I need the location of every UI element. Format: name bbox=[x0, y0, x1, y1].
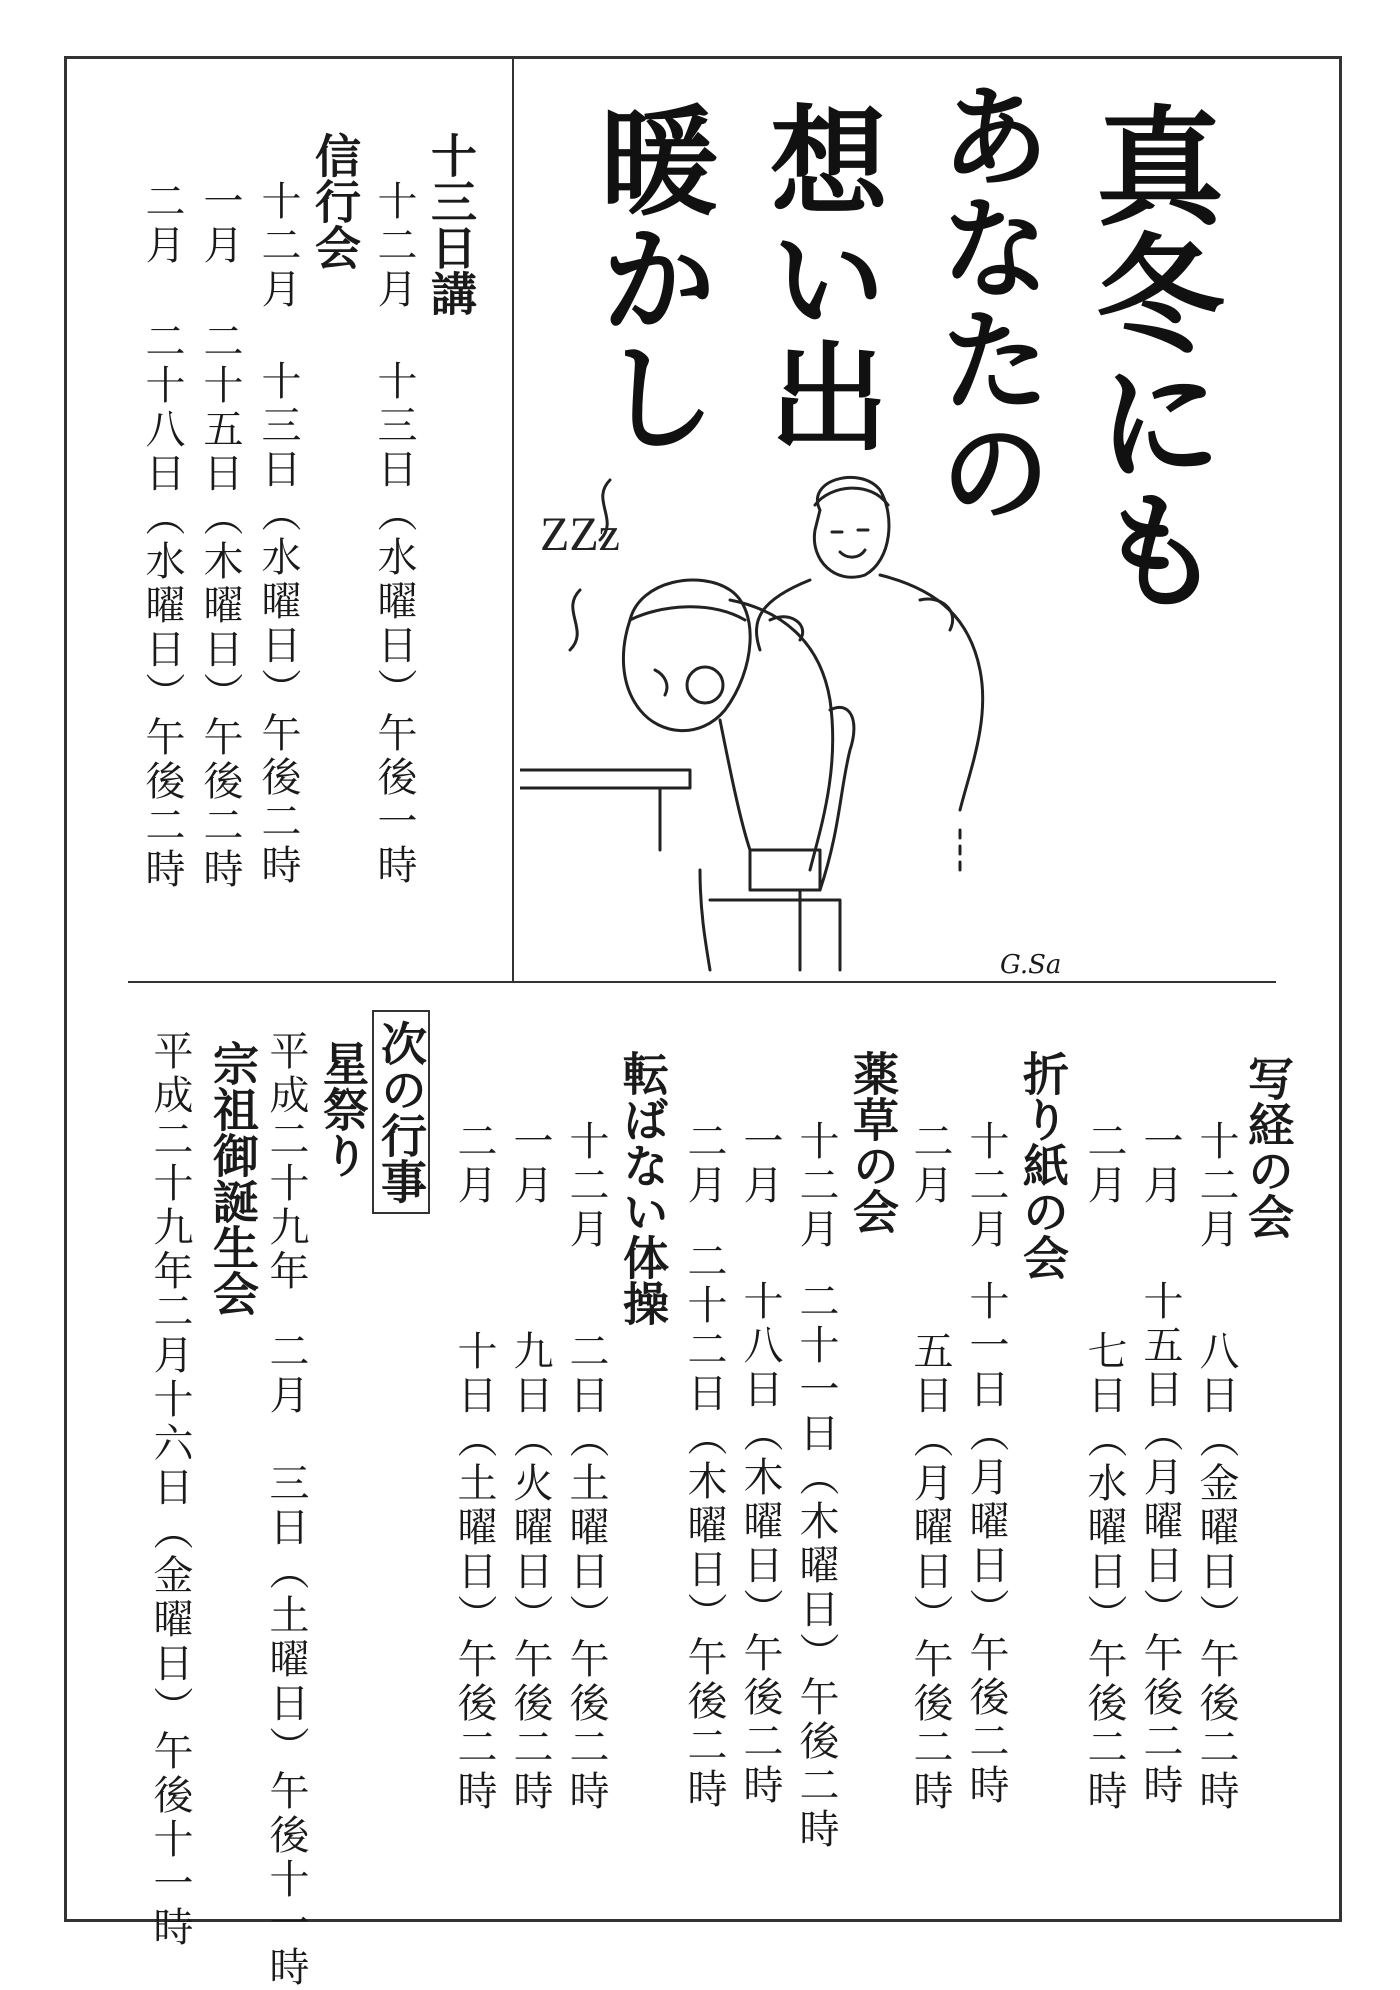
taiso-title: 転ばない体操 bbox=[616, 1050, 670, 1326]
shingyo-row-3-date: 二十八日（水曜日）午後二時 bbox=[139, 320, 185, 892]
yakuso-row-1-date: 二十一日（木曜日）午後二時 bbox=[793, 1280, 839, 1852]
taiso-row-1-month: 十二月 bbox=[563, 1120, 609, 1252]
jusanbi-row-1-date: 十三日（水曜日）午後一時 bbox=[371, 360, 417, 888]
yakuso-row-1-month: 十二月 bbox=[793, 1120, 839, 1252]
yakuso-row-2-month: 一月 bbox=[737, 1120, 783, 1208]
headline-line-4: 暖かし bbox=[580, 100, 719, 454]
shakyo-row-2-month: 一月 bbox=[1137, 1120, 1183, 1208]
yakuso-row-3-date: 二十二日（木曜日）午後二時 bbox=[681, 1240, 727, 1812]
illustration bbox=[520, 470, 1280, 980]
shingyo-row-3-month: 二月 bbox=[139, 180, 185, 268]
hoshimatsuri-title: 星祭り bbox=[316, 1040, 370, 1178]
tanjoe-date: 二月十六日（金曜日）午後十一時 bbox=[147, 1290, 193, 1950]
shakyo-row-2-date: 十五日（月曜日）午後二時 bbox=[1137, 1280, 1183, 1808]
headline-line-3: 想い出 bbox=[750, 100, 889, 454]
horizontal-divider bbox=[128, 981, 1276, 983]
shingyo-row-1-month: 十二月 bbox=[255, 180, 301, 312]
headline-line-1: 真冬にも bbox=[1074, 100, 1224, 612]
headline-line-2: あなたの bbox=[921, 78, 1052, 526]
taiso-row-2-month: 一月 bbox=[507, 1120, 553, 1208]
taiso-row-3-month: 二月 bbox=[451, 1120, 497, 1208]
taiso-row-2-date: 九日（火曜日）午後二時 bbox=[507, 1330, 553, 1814]
tanjoe-year: 平成二十九年 bbox=[147, 1030, 193, 1294]
origami-row-1-month: 十二月 bbox=[963, 1120, 1009, 1252]
origami-row-2-date: 五日（月曜日）午後二時 bbox=[907, 1330, 953, 1814]
next-events-label: 次の行事 bbox=[372, 1010, 430, 1214]
yakuso-title: 薬草の会 bbox=[846, 1050, 900, 1234]
origami-row-1-date: 十一日（月曜日）午後二時 bbox=[963, 1280, 1009, 1808]
shingyo-row-1-date: 十三日（水曜日）午後二時 bbox=[255, 360, 301, 888]
taiso-row-3-date: 十日（土曜日）午後二時 bbox=[451, 1330, 497, 1814]
jusanbi-row-1-month: 十二月 bbox=[371, 180, 417, 312]
artist-signature: G.Sa bbox=[1000, 950, 1062, 980]
shakyo-row-1-month: 十二月 bbox=[1193, 1120, 1239, 1252]
yakuso-row-2-date: 十八日（木曜日）午後二時 bbox=[737, 1280, 783, 1808]
shingyo-row-2-date: 二十五日（木曜日）午後二時 bbox=[197, 320, 243, 892]
shakyo-row-3-date: 七日（水曜日）午後二時 bbox=[1081, 1330, 1127, 1814]
shakyo-row-3-month: 二月 bbox=[1081, 1120, 1127, 1208]
yakuso-row-3-month: 二月 bbox=[681, 1120, 727, 1208]
zzz-text: ZZz bbox=[540, 508, 620, 561]
origami-row-2-month: 二月 bbox=[907, 1120, 953, 1208]
vertical-divider bbox=[512, 56, 514, 983]
hoshimatsuri-date: 二月 三日（土曜日）午後十一時 bbox=[263, 1330, 309, 1990]
shakyo-title: 写経の会 bbox=[1241, 1055, 1295, 1239]
shakyo-row-1-date: 八日（金曜日）午後二時 bbox=[1193, 1330, 1239, 1814]
shingyo-title: 信行会 bbox=[308, 132, 362, 270]
shingyo-row-2-month: 一月 bbox=[197, 180, 243, 268]
jusanbi-title: 十三日講 bbox=[424, 132, 478, 316]
tanjoe-title: 宗祖御誕生会 bbox=[206, 1040, 260, 1316]
taiso-row-1-date: 二日（土曜日）午後二時 bbox=[563, 1330, 609, 1814]
origami-title: 折り紙の会 bbox=[1016, 1050, 1070, 1280]
hoshimatsuri-year: 平成二十九年 bbox=[263, 1030, 309, 1294]
